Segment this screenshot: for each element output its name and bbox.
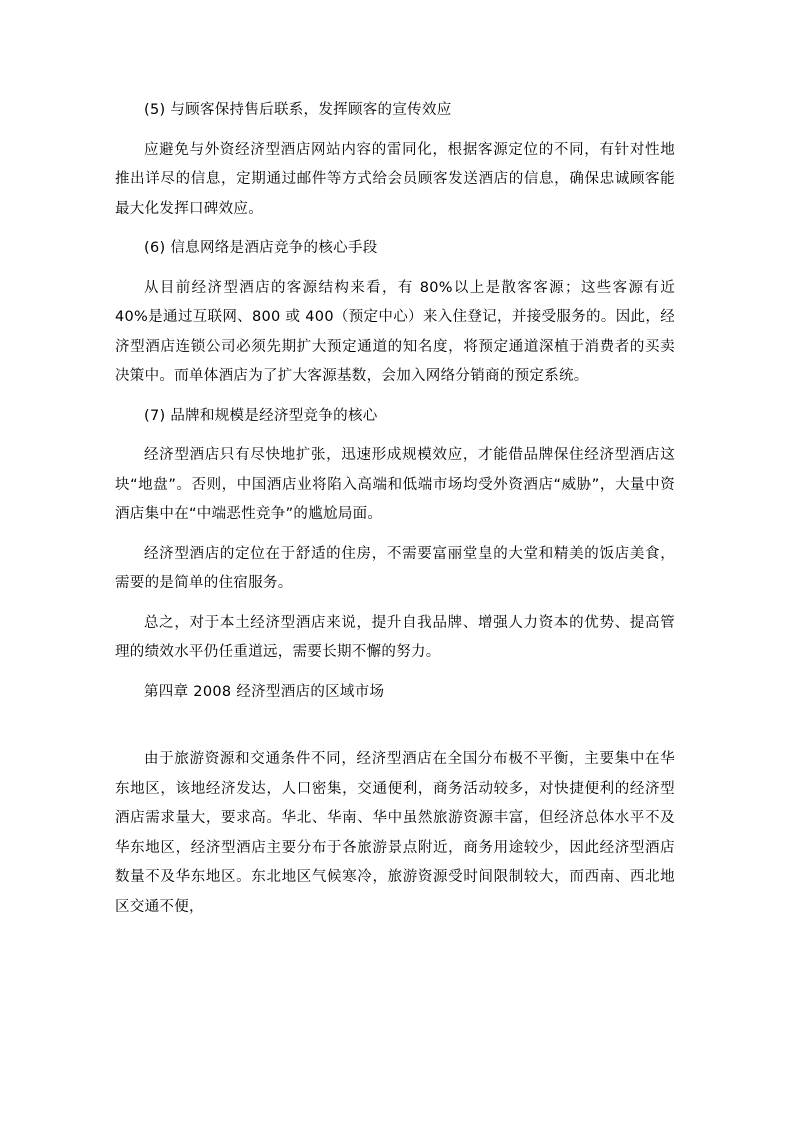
spacer — [115, 126, 675, 136]
paragraph-section-6: 从目前经济型酒店的客源结构来看，有 80%以上是散客客源；这些客源有近 40%是通过互联网、800 或 400（预定中心）来入住登记，并接受服务的。因此，经济型酒店连锁公司必须先期扩大预定通道的知名度，将预定通道深植于消费者的买卖决策中。而单体酒店为了扩大客源基数，会加入网络分销商的预定系统。 — [115, 279, 675, 384]
section-heading-6: (6) 信息网络是酒店竞争的核心手段 — [144, 240, 378, 256]
paragraph-section-7b: 经济型酒店的定位在于舒适的住房，不需要富丽堂皇的大堂和精美的饭店美食，需要的是简单的住宿服务。 — [115, 545, 675, 591]
paragraph-summary: 总之，对于本土经济型酒店来说，提升自我品牌、增强人力资本的优势、提高管理的绩效水平仍任重道远，需要长期不懈的努力。 — [115, 614, 675, 660]
section-heading-7: (7) 品牌和规模是经济型竞争的核心 — [144, 407, 378, 424]
spacer — [115, 224, 675, 234]
spacer — [115, 707, 675, 745]
spacer — [115, 264, 675, 274]
paragraph-section-7a: 经济型酒店只有尽快地扩张，迅速形成规模效应，才能借品牌保住经济型酒店这块“地盘”。否则，中国酒店业将陷入高端和低端市场均受外资酒店“威胁”，大量中资酒店集中在“中端恶性竞争”的尴尬局面。 — [115, 447, 675, 522]
spacer — [115, 392, 675, 402]
paragraph-section-5: 应避免与外资经济型酒店网站内容的雷同化，根据客源定位的不同，有针对性地推出详尽的信息，定期通过邮件等方式给会员顾客发送酒店的信息，确保忠诚顾客能最大化发挥口碑效应。 — [115, 141, 675, 217]
spacer — [115, 599, 675, 609]
paragraph-chapter-4: 由于旅游资源和交通条件不同，经济型酒店在全国分布极不平衡，主要集中在华东地区，该地经济发达，人口密集，交通便利，商务活动较多，对快捷便利的经济型酒店需求量大，要求高。华北、华南、华中虽然旅游资源丰富，但经济总体水平不及华东地区，经济型酒店主要分布于各旅游景点附近，商务用途较少，因此经济型酒店数量不及华东地区。东北地区气候寒冷，旅游资源受时间限制较大，而西南、西北地区交通不便， — [115, 751, 675, 915]
spacer — [115, 431, 675, 441]
document-page — [115, 96, 675, 922]
section-heading-5: (5) 与顾客保持售后联系，发挥顾客的宣传效应 — [144, 102, 452, 118]
spacer — [115, 668, 675, 678]
spacer — [115, 530, 675, 540]
chapter-title: 第四章 2008 经济型酒店的区域市场 — [144, 683, 385, 700]
